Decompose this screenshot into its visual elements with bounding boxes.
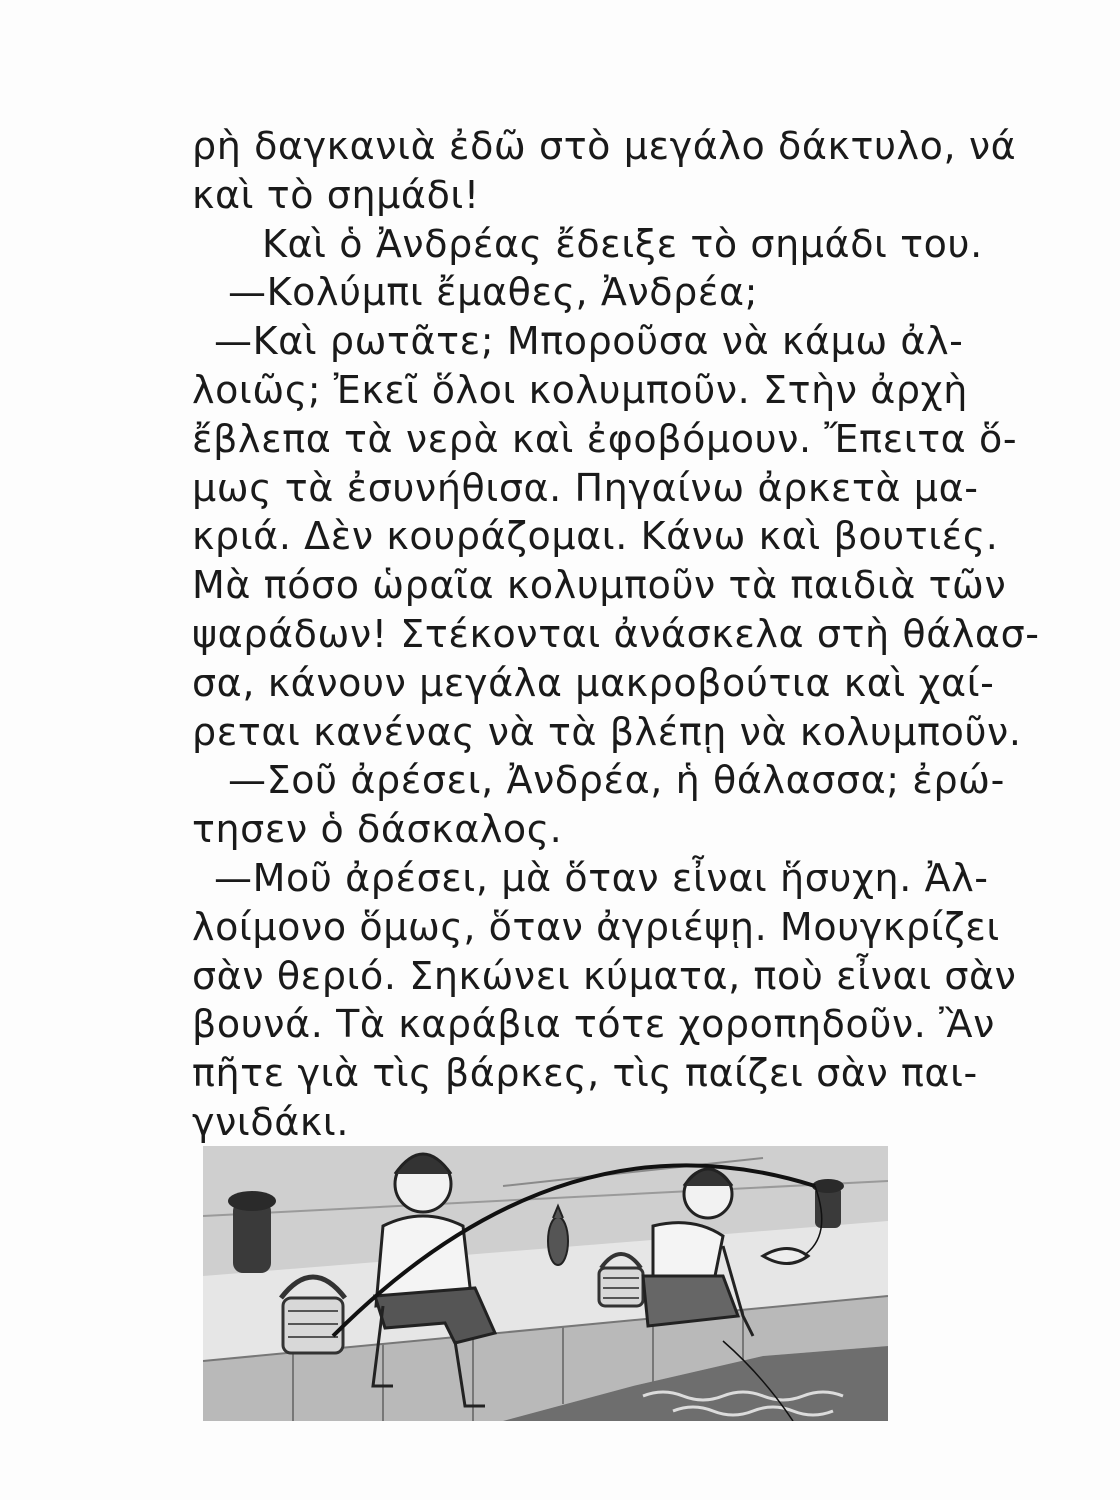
text-line: βουνά. Τὰ καράβια τότε χοροπηδοῦν. Ἂν [192, 1002, 995, 1047]
text-line: Μὰ πόσο ὡραῖα κολυμποῦν τὰ παιδιὰ τῶν [192, 563, 1007, 608]
text-line: Καὶ ὁ Ἀνδρέας ἔδειξε τὸ σημάδι του. [262, 221, 983, 266]
text-line: —Κολύμπι ἔμαθες, Ἀνδρέα; [228, 270, 759, 315]
text-line: τησεν ὁ δάσκαλος. [192, 807, 563, 852]
text-line: —Σοῦ ἀρέσει, Ἀνδρέα, ἡ θάλασσα; ἐρώ- [228, 758, 1005, 803]
text-line: ρὴ δαγκανιὰ ἐδῶ στὸ μεγάλο δάκτυλο, νά [192, 124, 1017, 168]
text-line: γνιδάκι. [192, 1099, 350, 1144]
text-line: μως τὰ ἐσυνήθισα. Πηγαίνω ἀρκετὰ μα- [192, 465, 979, 510]
text-line: καὶ τὸ σημάδι! [192, 172, 480, 217]
text-line: —Καὶ ρωτᾶτε; Μποροῦσα νὰ κάμω ἀλ- [214, 319, 964, 364]
text-line: ψαράδων! Στέκονται ἀνάσκελα στὴ θάλασ- [192, 611, 1040, 656]
text-line: κριά. Δὲν κουράζομαι. Κάνω καὶ βουτιές. [192, 514, 999, 559]
text-line: πῆτε γιὰ τὶς βάρκες, τὶς παίζει σὰν παι- [192, 1051, 978, 1096]
text-line: σα, κάνουν μεγάλα μακροβούτια καὶ χαί- [192, 660, 995, 705]
text-line: —Μοῦ ἀρέσει, μὰ ὅταν εἶναι ἥσυχη. Ἀλ- [214, 855, 989, 900]
text-line: ἔβλεπα τὰ νερὰ καὶ ἐφοβόμουν. Ἔπειτα ὅ- [192, 416, 1018, 461]
bollard-right [812, 1179, 844, 1228]
fishing-boys-illustration [203, 1146, 888, 1421]
text-block [192, 122, 1048, 1147]
text-line: λοιῶς; Ἐκεῖ ὅλοι κολυμποῦν. Στὴν ἀρχὴ [192, 367, 968, 412]
text-line: σὰν θεριό. Σηκώνει κύματα, ποὺ εἶναι σὰν [192, 953, 1017, 998]
bollard-left [228, 1191, 276, 1273]
text-line: ρεται κανένας νὰ τὰ βλέπῃ νὰ κολυμποῦν. [192, 709, 1022, 754]
text-line: λοίμονο ὅμως, ὅταν ἀγριέψῃ. Μουγκρίζει [192, 904, 1000, 949]
